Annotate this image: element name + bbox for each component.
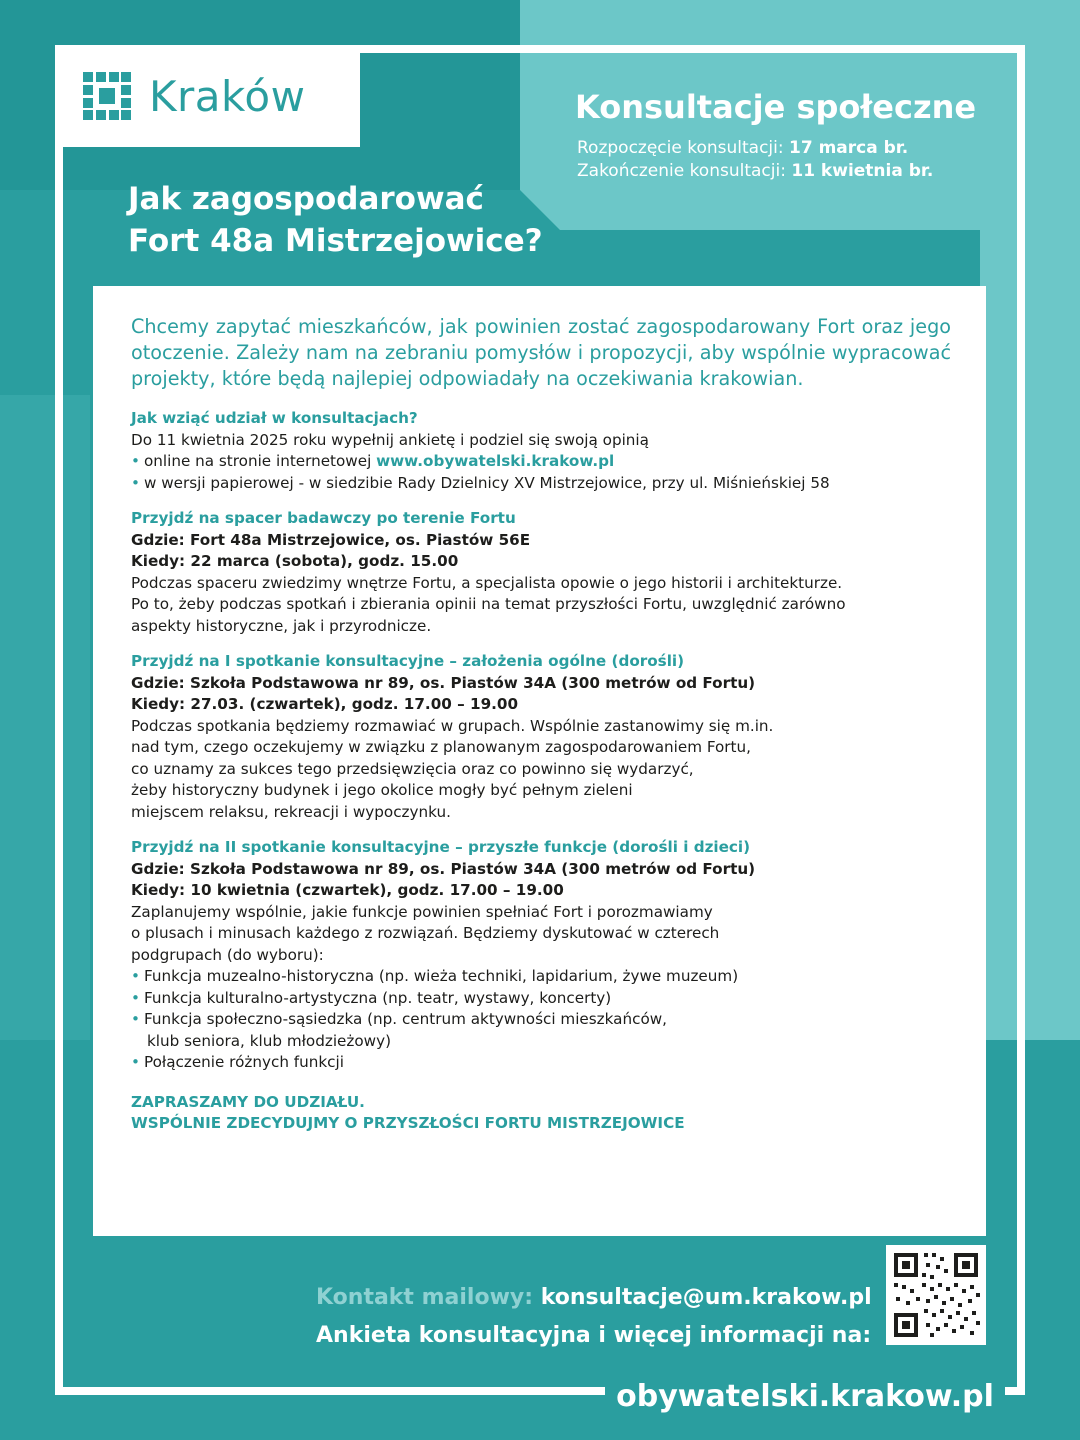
meeting2-option-1: [131, 966, 951, 988]
walk-when: Kiedy: 22 marca (sobota), godz. 15.00: [131, 552, 459, 570]
meeting1-heading: Przyjdź na I spotkanie konsultacyjne – założenia ogólne (dorośli): [131, 652, 685, 670]
consultation-start: [577, 138, 908, 158]
meeting2-heading: Przyjdź na II spotkanie konsultacyjne – przyszłe funkcje (dorośli i dzieci): [131, 838, 751, 856]
meeting2-option-4-text: Połączenie różnych funkcji: [143, 1053, 344, 1071]
bullet-icon: •: [131, 988, 140, 1007]
meeting2-option-3-cont: klub seniora, klub młodzieżowy): [147, 1031, 391, 1050]
meeting2-option-3-text: Funkcja społeczno-sąsiedzka (np. centrum aktywności mieszkańców,: [143, 1010, 668, 1028]
meeting1-desc-1: Podczas spotkania będziemy rozmawiać w grupach. Wspólnie zastanowimy się m.in.: [131, 716, 774, 735]
walk-where: Gdzie: Fort 48a Mistrzejowice, os. Piastów 56E: [131, 530, 531, 549]
frame-right-line: [1017, 45, 1025, 1395]
meeting2-desc-3: podgrupach (do wyboru):: [131, 945, 324, 964]
main-title: [128, 178, 543, 262]
walk-desc-1: Podczas spaceru zwiedzimy wnętrze Fortu, a specjalista opowie o jego historii i architekturze.: [131, 573, 843, 592]
meeting1-desc-3: co uznamy za sukces tego przedsięwzięcia oraz co powinno się wydarzyć,: [131, 759, 694, 778]
consultation-start-label: Rozpoczęcie konsultacji:: [577, 138, 784, 158]
meeting2-where: Gdzie: Szkoła Podstawowa nr 89, os. Piastów 34A (300 metrów od Fortu): [131, 859, 756, 878]
cta-line-1: ZAPRASZAMY DO UDZIAŁU.: [131, 1092, 365, 1111]
meeting1-when: Kiedy: 27.03. (czwartek), godz. 17.00 – 19.00: [131, 695, 519, 713]
meeting2-option-3: [131, 1009, 951, 1031]
meeting2-option-2-text: Funkcja kulturalno-artystyczna (np. teatr, wystawy, koncerty): [143, 988, 612, 1007]
main-title-line1: Jak zagospodarować: [128, 181, 484, 217]
bullet-icon: •: [131, 473, 140, 492]
krakow-logo-icon: [83, 72, 131, 120]
contact-info-line: Ankieta konsultacyjna i więcej informacji na:: [316, 1323, 872, 1348]
bullet-icon: •: [131, 452, 140, 470]
contact-email[interactable]: konsultacje@um.krakow.pl: [540, 1285, 872, 1310]
logo-text: Kraków: [149, 71, 306, 121]
how-heading: Jak wziąć udział w konsultacjach?: [131, 409, 418, 427]
meeting2-when: Kiedy: 10 kwietnia (czwartek), godz. 17.00 – 19.00: [131, 881, 564, 899]
meeting2-option-1-text: Funkcja muzealno-historyczna (np. wieża techniki, lapidarium, żywe muzeum): [143, 967, 739, 985]
content-card: [93, 286, 986, 1236]
walk-heading: Przyjdź na spacer badawczy po terenie Fortu: [131, 509, 516, 527]
walk-desc-2: Po to, żeby podczas spotkań i zbierania opinii na temat przyszłości Fortu, uwzględnić zarówno: [131, 595, 846, 613]
bullet-icon: •: [131, 967, 140, 985]
walk-desc-3: aspekty historyczne, jak i przyrodnicze.: [131, 616, 432, 635]
how-bullet-paper-text: w wersji papierowej - w siedzibie Rady Dzielnicy XV Mistrzejowice, przy ul. Miśnieńskiej 58: [143, 473, 830, 492]
contact-email-line: [316, 1285, 872, 1310]
how-bullet-online-text: online na stronie internetowej: [143, 452, 377, 470]
qr-code-icon[interactable]: [886, 1245, 986, 1345]
how-line: Do 11 kwietnia 2025 roku wypełnij ankietę i podziel się swoją opinią: [131, 430, 649, 449]
frame-left-line: [55, 147, 63, 1395]
frame-bottom-line: [55, 1387, 605, 1395]
meeting2-desc-2: o plusach i minusach każdego z rozwiązań. Będziemy dyskutować w czterech: [131, 924, 720, 942]
logo: [55, 45, 360, 147]
consultation-end-date: 11 kwietnia br.: [791, 161, 934, 181]
consultation-end: [577, 161, 933, 181]
meeting2-desc-1: Zaplanujemy wspólnie, jakie funkcje powinien spełniać Fort i porozmawiamy: [131, 902, 713, 921]
how-bullet-online: [131, 451, 951, 473]
cta-line-2: WSPÓLNIE ZDECYDUJMY O PRZYSZŁOŚCI FORTU MISTRZEJOWICE: [131, 1114, 685, 1132]
survey-link[interactable]: www.obywatelski.krakow.pl: [376, 452, 615, 470]
bullet-icon: •: [131, 1053, 140, 1071]
contact-label: Kontakt mailowy:: [316, 1285, 534, 1310]
meeting1-desc-5: miejscem relaksu, rekreacji i wypoczynku.: [131, 802, 451, 821]
main-title-line2: Fort 48a Mistrzejowice?: [128, 223, 543, 259]
meeting1-desc-4: żeby historyczny budynek i jego okolice mogły być pełnym zieleni: [131, 781, 633, 799]
bullet-icon: •: [131, 1010, 140, 1028]
meeting2-option-4: [131, 1052, 951, 1074]
meeting1-where: Gdzie: Szkoła Podstawowa nr 89, os. Piastów 34A (300 metrów od Fortu): [131, 673, 756, 692]
meeting1-desc-2: nad tym, czego oczekujemy w związku z planowanym zagospodarowaniem Fortu,: [131, 738, 751, 756]
website-url[interactable]: obywatelski.krakow.pl: [605, 1372, 1005, 1420]
consultation-start-date: 17 marca br.: [789, 138, 909, 158]
meeting2-option-2: [131, 988, 951, 1010]
consultation-end-label: Zakończenie konsultacji:: [577, 161, 786, 181]
frame-top-line: [360, 45, 1025, 53]
how-bullet-paper: [131, 473, 951, 495]
consultation-title: Konsultacje społeczne: [575, 88, 977, 126]
intro-text: Chcemy zapytać mieszkańców, jak powinien zostać zagospodarowany Fort oraz jego otoczenie. Zależy nam na zebraniu pomysłów i propozycji, aby wspólnie wypracować projekty, które będą najlepiej odpowiadały na oczekiwania krakowian.: [131, 315, 951, 390]
